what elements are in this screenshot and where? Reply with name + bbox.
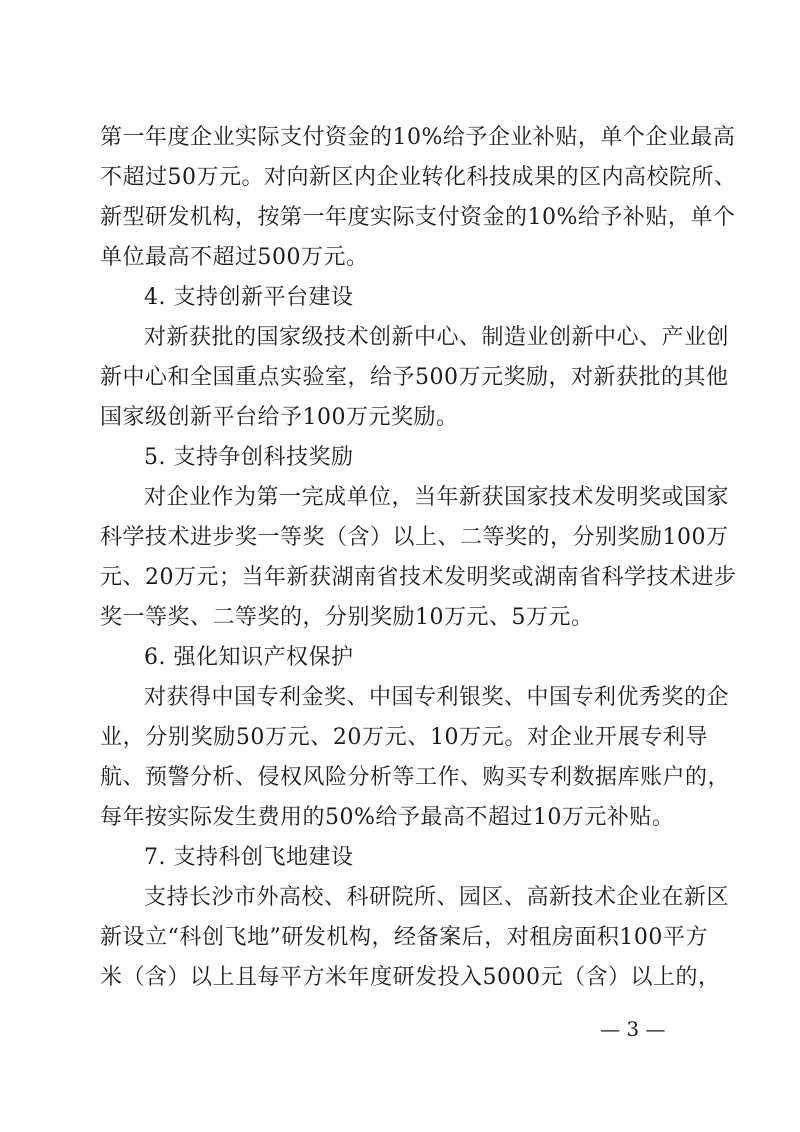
section-heading: 7. 支持科创飞地建设 bbox=[144, 845, 354, 870]
section-heading: 4. 支持创新平台建设 bbox=[144, 285, 354, 310]
section-heading: 6. 强化知识产权保护 bbox=[144, 645, 354, 670]
body-line: 业，分别奖励50万元、20万元、10万元。对企业开展专利导 bbox=[100, 725, 708, 750]
page-number: — 3 — bbox=[600, 1017, 666, 1041]
body-line: 新设立“科创飞地”研发机构，经备案后，对租房面积100平方 bbox=[100, 925, 708, 950]
body-line: 支持长沙市外高校、科研院所、园区、高新技术企业在新区 bbox=[144, 885, 730, 910]
body-line: 对企业作为第一完成单位，当年新获国家技术发明奖或国家 bbox=[144, 485, 730, 510]
body-line: 科学技术进步奖一等奖（含）以上、二等奖的，分别奖励100万 bbox=[100, 525, 729, 550]
body-line: 新型研发机构，按第一年度实际支付资金的10%给予补贴，单个 bbox=[100, 205, 736, 230]
body-line: 对获得中国专利金奖、中国专利银奖、中国专利优秀奖的企 bbox=[144, 685, 730, 710]
body-line: 第一年度企业实际支付资金的10%给予企业补贴，单个企业最高 bbox=[100, 125, 736, 150]
body-line: 不超过50万元。对向新区内企业转化科技成果的区内高校院所、 bbox=[100, 165, 737, 190]
body-line: 对新获批的国家级技术创新中心、制造业创新中心、产业创 bbox=[144, 325, 730, 350]
body-line: 航、预警分析、侵权风险分析等工作、购买专利数据库账户的， bbox=[100, 765, 731, 790]
body-line: 元、20万元；当年新获湖南省技术发明奖或湖南省科学技术进步 bbox=[100, 565, 737, 590]
section-heading: 5. 支持争创科技奖励 bbox=[144, 445, 354, 470]
body-line: 米（含）以上且每平方米年度研发投入5000元（含）以上的， bbox=[100, 965, 721, 990]
body-line: 单位最高不超过500万元。 bbox=[100, 245, 369, 270]
body-line: 奖一等奖、二等奖的，分别奖励10万元、5万元。 bbox=[100, 605, 594, 630]
body-line: 每年按实际发生费用的50%给予最高不超过10万元补贴。 bbox=[100, 805, 675, 830]
body-line: 国家级创新平台给予100万元奖励。 bbox=[100, 405, 459, 430]
body-line: 新中心和全国重点实验室，给予500万元奖励，对新获批的其他 bbox=[100, 365, 729, 390]
